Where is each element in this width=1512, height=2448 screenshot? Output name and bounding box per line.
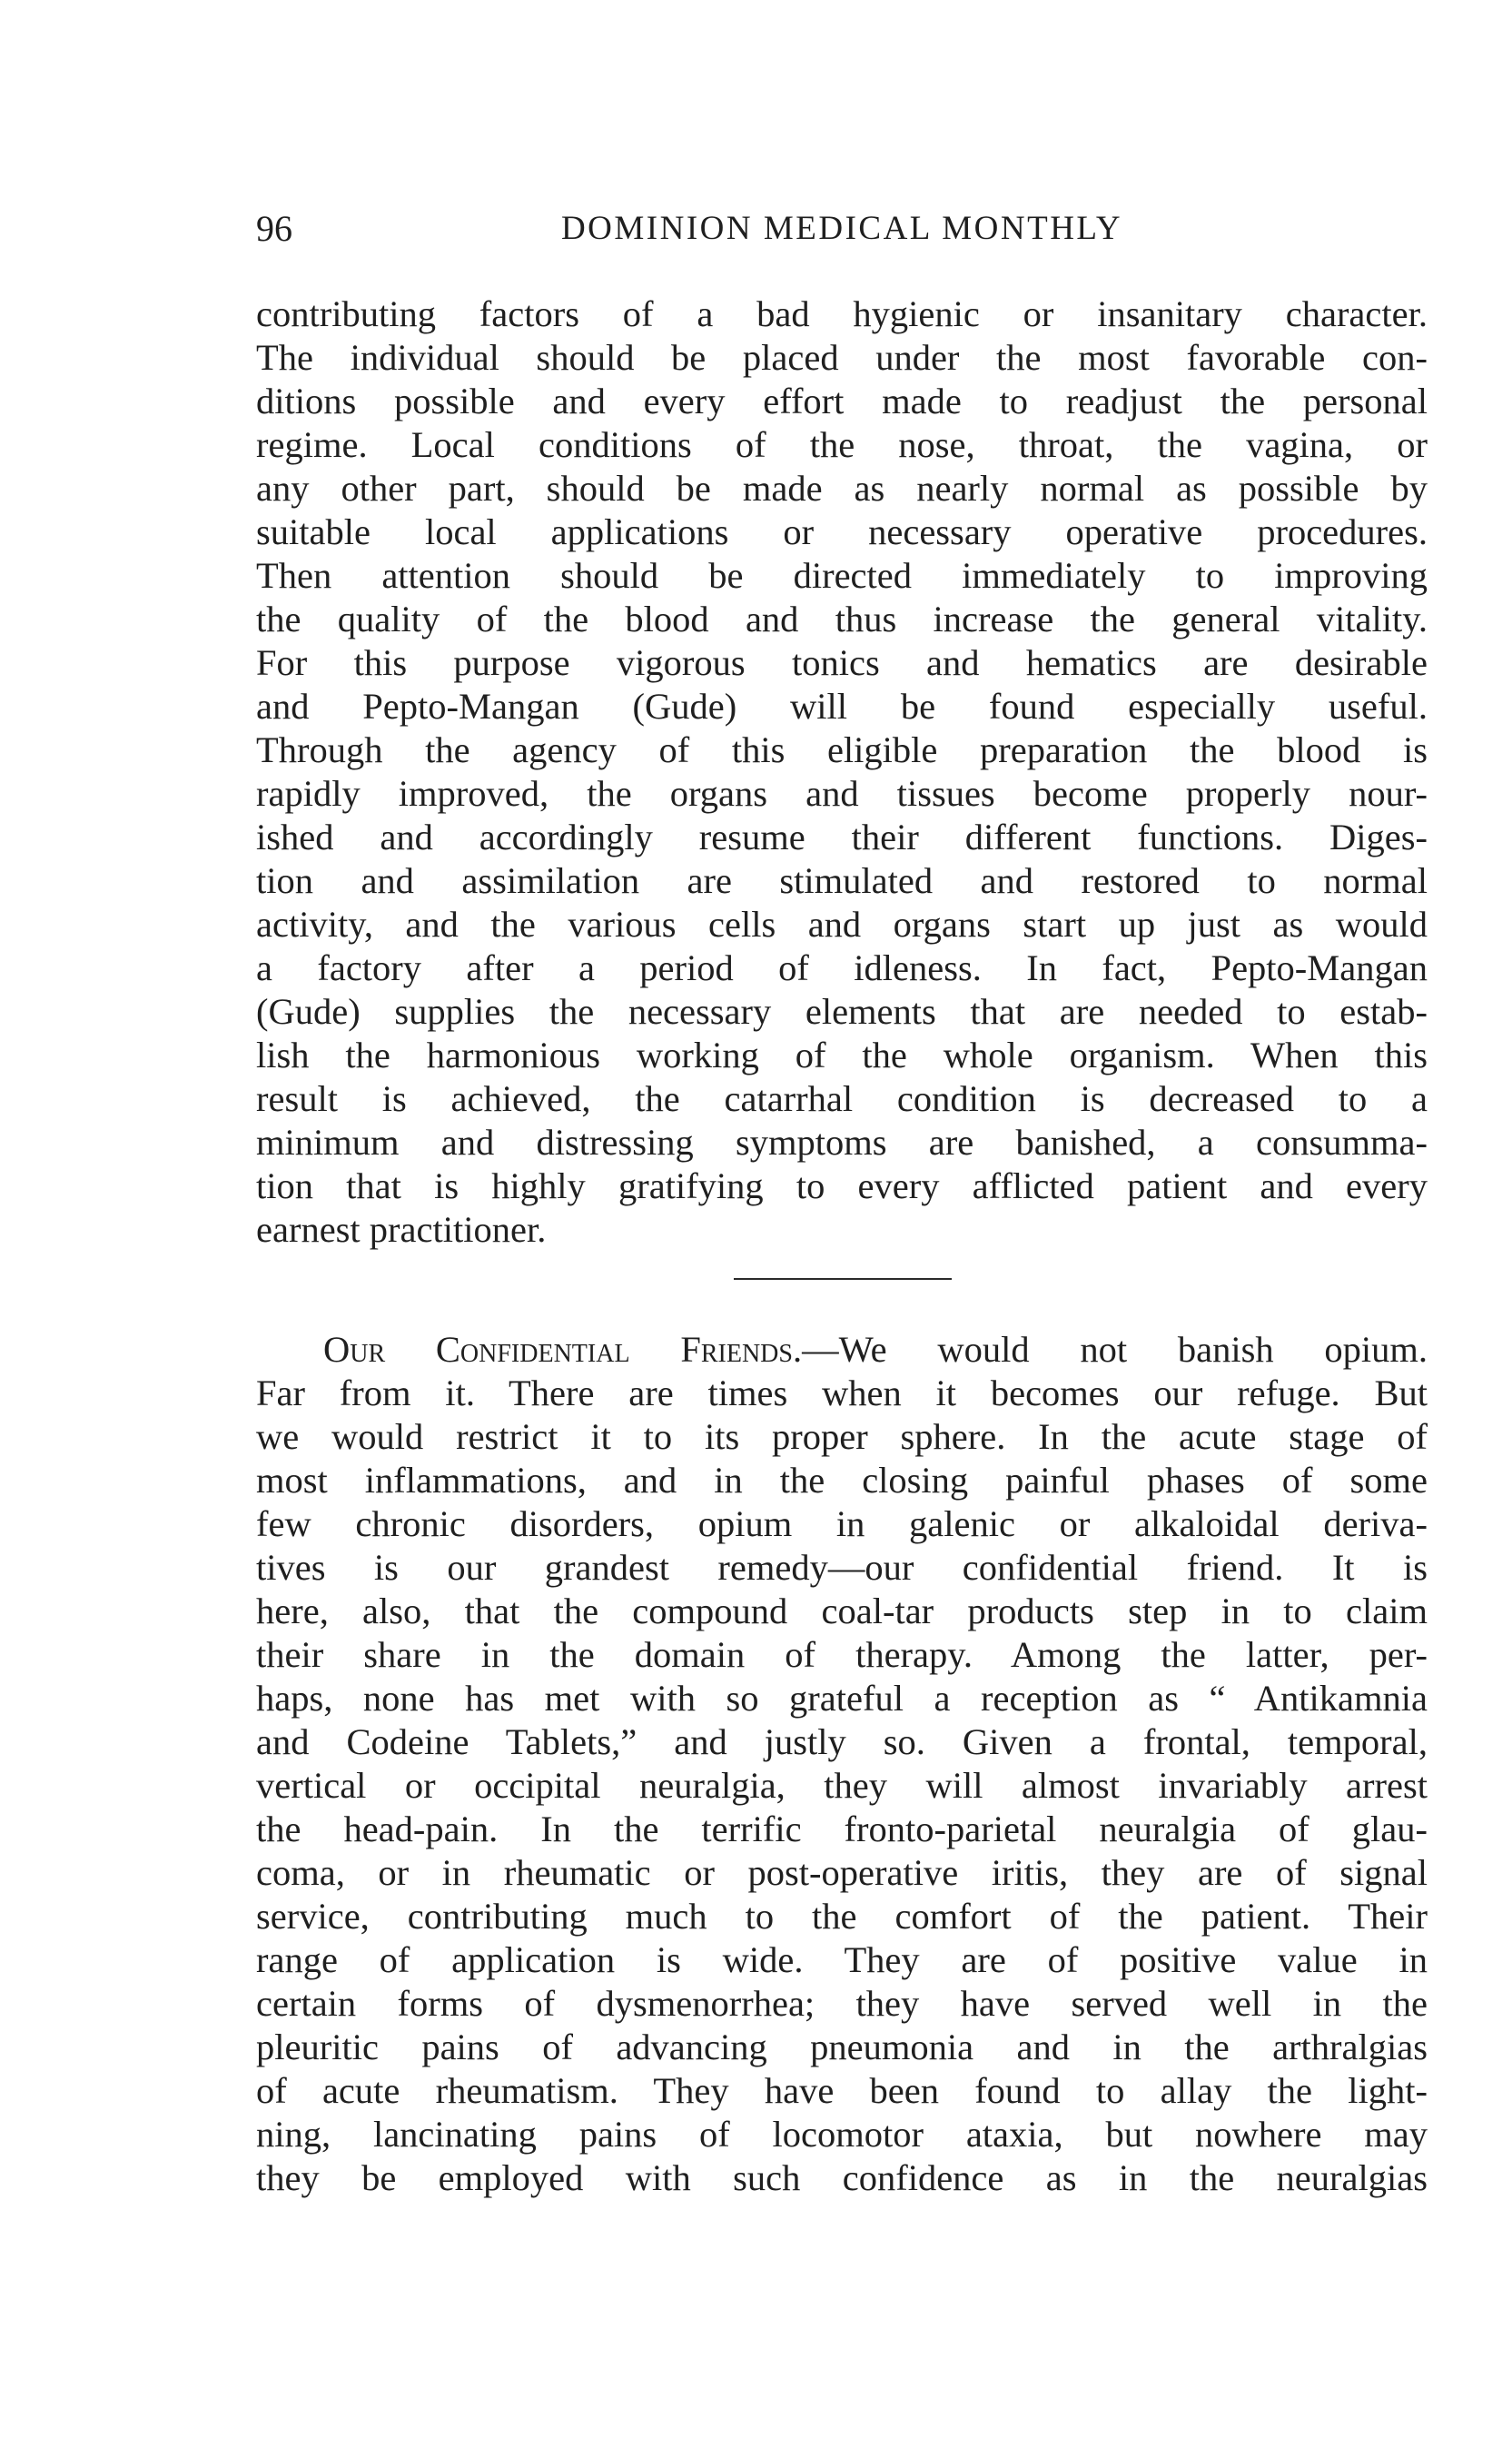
- text-line: they be employed with such confidence as in the neuralgias: [256, 2157, 1428, 2198]
- text-line: ished and accordingly resume their different functions. Diges-: [256, 817, 1428, 857]
- text-line: ning, lancinating pains of locomotor ataxia, but nowhere may: [256, 2114, 1428, 2155]
- page-number: 96: [256, 208, 292, 249]
- text-line: coma, or in rheumatic or post-operative iritis, they are of signal: [256, 1852, 1428, 1893]
- text-line: we would restrict it to its proper sphere. In the acute stage of: [256, 1416, 1428, 1457]
- text-line: service, contributing much to the comfort of the patient. Their: [256, 1896, 1428, 1937]
- text-line: their share in the domain of therapy. Among the latter, per-: [256, 1634, 1428, 1675]
- text-line: the head-pain. In the terrific fronto-parietal neuralgia of glau-: [256, 1809, 1428, 1849]
- text-line: most inflammations, and in the closing painful phases of some: [256, 1460, 1428, 1501]
- text-line: minimum and distressing symptoms are banished, a consumma-: [256, 1122, 1428, 1163]
- text-line: pleuritic pains of advancing pneumonia and in the arthralgias: [256, 2027, 1428, 2067]
- text-line: certain forms of dysmenorrhea; they have served well in the: [256, 1983, 1428, 2024]
- section-heading: Our Confidential Friends.: [323, 1329, 803, 1370]
- section-divider: [734, 1278, 952, 1280]
- text-line: tives is our grandest remedy—our confidential friend. It is: [256, 1547, 1428, 1588]
- text-line: few chronic disorders, opium in galenic or alkaloidal deriva-: [256, 1503, 1428, 1544]
- page-header: [256, 205, 1428, 253]
- text-line: tion and assimilation are stimulated and restored to normal: [256, 860, 1428, 901]
- text-line: contributing factors of a bad hygienic or insanitary character.: [256, 293, 1428, 334]
- running-head: DOMINION MEDICAL MONTHLY: [560, 210, 1123, 247]
- text-line: here, also, that the compound coal-tar products step in to claim: [256, 1591, 1428, 1631]
- text-line: and Pepto-Mangan (Gude) will be found especially useful.: [256, 686, 1428, 727]
- text-line: earnest practitioner.: [256, 1209, 547, 1250]
- text-line: Then attention should be directed immediately to improving: [256, 555, 1428, 596]
- text-line: haps, none has met with so grateful a reception as “ Antikamnia: [256, 1678, 1428, 1719]
- text-line: tion that is highly gratifying to every afflicted patient and every: [256, 1165, 1428, 1206]
- text-line: lish the harmonious working of the whole organism. When this: [256, 1035, 1428, 1075]
- text-line: result is achieved, the catarrhal condition is decreased to a: [256, 1078, 1428, 1119]
- text-line: of acute rheumatism. They have been found to allay the light-: [256, 2070, 1428, 2111]
- text-line: a factory after a period of idleness. In fact, Pepto-Mangan: [256, 947, 1428, 988]
- text-line: For this purpose vigorous tonics and hematics are desirable: [256, 642, 1428, 683]
- text-line: The individual should be placed under the most favorable con-: [256, 337, 1428, 378]
- text-line: suitable local applications or necessary operative procedures.: [256, 511, 1428, 552]
- text-line: [323, 1328, 1428, 1372]
- text-line: rapidly improved, the organs and tissues become properly nour-: [256, 773, 1428, 814]
- text-line: (Gude) supplies the necessary elements that are needed to estab-: [256, 991, 1428, 1032]
- text-line: any other part, should be made as nearly normal as possible by: [256, 468, 1428, 509]
- text-line: vertical or occipital neuralgia, they will almost invariably arrest: [256, 1765, 1428, 1806]
- text-line: activity, and the various cells and organs start up just as would: [256, 904, 1428, 945]
- text-line: Far from it. There are times when it becomes our refuge. But: [256, 1373, 1428, 1413]
- text-line: and Codeine Tablets,” and justly so. Given a frontal, temporal,: [256, 1721, 1428, 1762]
- section-first-line: —We would not banish opium.: [802, 1329, 1428, 1370]
- text-line: Through the agency of this eligible preparation the blood is: [256, 729, 1428, 770]
- text-line: regime. Local conditions of the nose, throat, the vagina, or: [256, 424, 1428, 465]
- text-line: the quality of the blood and thus increase the general vitality.: [256, 599, 1428, 639]
- text-line: ditions possible and every effort made to readjust the personal: [256, 381, 1428, 421]
- text-line: range of application is wide. They are of positive value in: [256, 1939, 1428, 1980]
